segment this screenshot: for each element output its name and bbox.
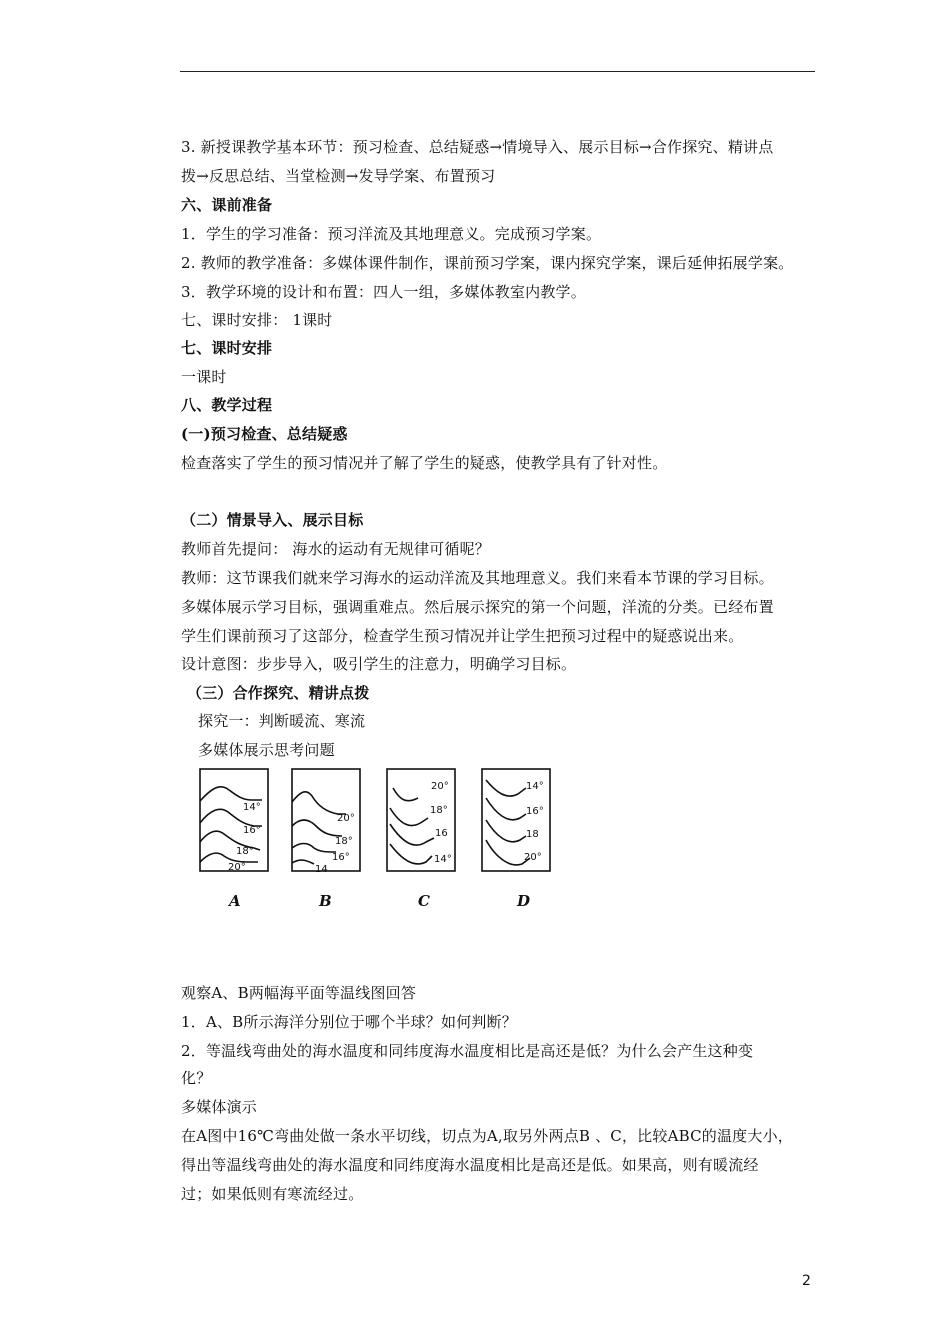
text-line: 3. 新授课教学基本环节：预习检查、总结疑惑→情境导入、展示目标→合作探究、精讲点 [181,138,774,156]
text-line: 七、课时安排： 1课时 [181,311,333,329]
isotherm-label: 20° [337,813,355,824]
isotherm-label: 16 [435,828,448,839]
isotherm-label: 18° [430,805,448,816]
text-line: 化？ [181,1069,212,1087]
text-line: 探究一：判断暖流、寒流 [198,712,366,730]
isotherm-line [292,792,346,814]
isotherm-label: 14° [434,854,452,865]
section-heading: 六、课前准备 [181,196,273,214]
subsection-heading: (一)预习检查、总结疑惑 [181,425,348,443]
isotherm-label: 18° [236,846,254,857]
isotherm-label: 16° [526,806,544,817]
isotherm-label: 14° [526,781,544,792]
text-line: 观察A、B两幅海平面等温线图回答 [181,984,417,1002]
text-line: 1．学生的学习准备：预习洋流及其地理意义。完成预习学案。 [181,225,602,243]
subsection-heading: （三）合作探究、精讲点拨 [187,684,370,702]
text-line: 设计意图：步步导入，吸引学生的注意力，明确学习目标。 [181,655,577,673]
isotherm-line [486,820,526,842]
panel-label: D [517,892,531,910]
text-line: 1．A、B所示海洋分别位于哪个半球？如何判断？ [181,1013,518,1031]
text-line: 2. 教师的教学准备：多媒体课件制作，课前预习学案，课内探究学案，课后延伸拓展学案。 [181,254,794,272]
isotherm-line [393,788,418,801]
isotherm-label: 16° [332,852,350,863]
isotherm-label: 16° [243,825,261,836]
text-line: 过；如果低则有寒流经过。 [181,1185,364,1203]
text-line: 教师：这节课我们就来学习海水的运动洋流及其地理意义。我们来看本节课的学习目标。 [181,569,774,587]
text-line: 得出等温线弯曲处的海水温度和同纬度海水温度相比是高还是低。如果高，则有暖流经 [181,1156,759,1174]
header-rule [180,71,815,72]
section-heading: 八、教学过程 [181,396,273,414]
isotherm-line [292,844,336,853]
isotherm-label: 14 [315,864,328,875]
isotherm-label: 14° [243,802,261,813]
panel-label: B [319,892,332,910]
panel-label: C [418,892,430,910]
text-line: 多媒体展示学习目标，强调重难点。然后展示探究的第一个问题，洋流的分类。已经布置 [181,598,774,616]
isotherm-label: 20° [431,781,449,792]
isotherm-label: 18° [335,836,353,847]
isotherm-label: 20° [524,852,542,863]
subsection-heading: （二）情景导入、展示目标 [181,511,364,529]
isotherm-figure [196,766,571,916]
panel-label: A [229,892,241,910]
text-line: 2．等温线弯曲处的海水温度和同纬度海水温度相比是高还是低？为什么会产生这种变 [181,1042,754,1060]
isotherm-label: 18 [526,829,539,840]
isotherm-line [390,808,428,826]
isotherm-line [390,844,432,864]
text-line: 多媒体演示 [181,1098,258,1116]
isotherm-line [200,787,262,801]
isotherm-line [486,798,526,820]
isotherm-label: 20° [228,862,246,873]
isotherm-line [292,860,314,864]
panel-frame [200,769,268,871]
text-line: 一课时 [181,368,227,386]
page-number: 2 [802,1273,811,1289]
text-line: 检查落实了学生的预习情况并了解了学生的疑惑，使教学具有了针对性。 [181,454,668,472]
isotherm-line [486,780,526,796]
isotherm-line [390,824,434,845]
text-line: 教师首先提问： 海水的运动有无规律可循呢？ [181,540,490,558]
section-heading: 七、课时安排 [181,339,273,357]
text-line: 在A图中16℃弯曲处做一条水平切线，切点为A,取另外两点B 、C，比较ABC的温度大小， [181,1127,793,1145]
text-line: 多媒体展示思考问题 [198,741,335,759]
text-line: 拨→反思总结、当堂检测→发导学案、布置预习 [181,167,496,185]
text-line: 学生们课前预习了这部分，检查学生预习情况并让学生把预习过程中的疑惑说出来。 [181,627,744,645]
isotherm-line [292,820,342,836]
text-line: 3．教学环境的设计和布置：四人一组，多媒体教室内教学。 [181,283,586,301]
